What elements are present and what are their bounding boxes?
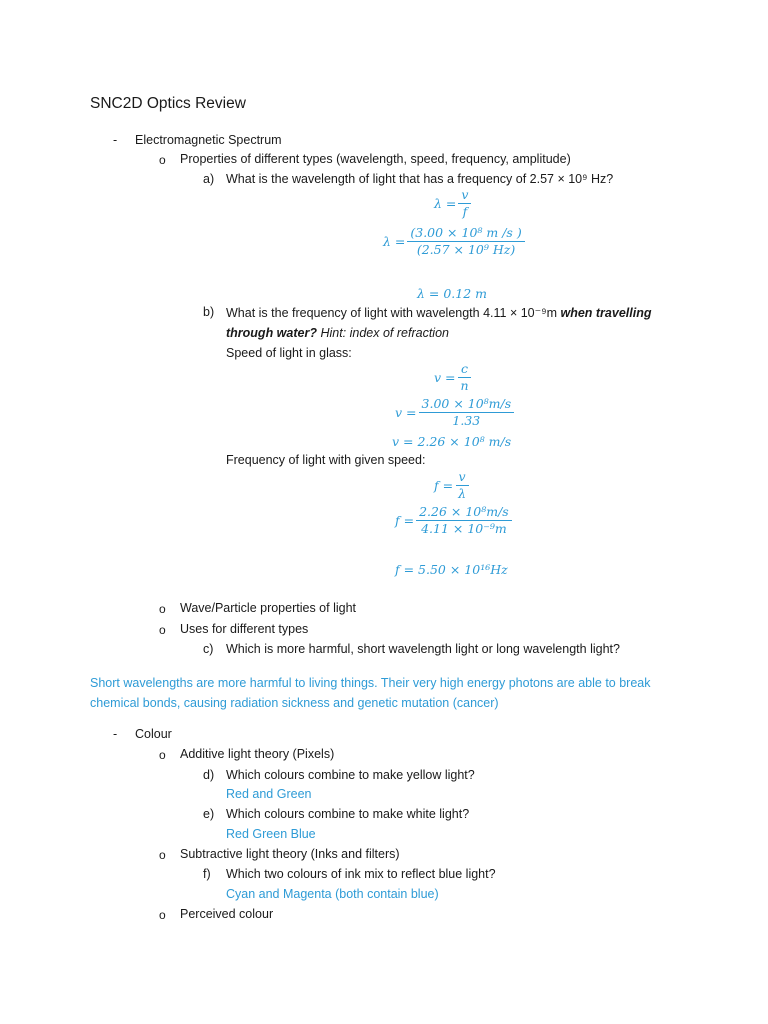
equation-b3: v = 2.26 × 10⁸ m/s [392, 434, 512, 449]
subtopic-additive: Additive light theory (Pixels) [180, 747, 335, 761]
subtopic-perceived: Perceived colour [180, 907, 274, 921]
subtopic-subtractive: Subtractive light theory (Inks and filters) [180, 847, 400, 861]
question-letter-b: b) [203, 305, 215, 319]
bullet-marker: o [159, 908, 166, 922]
question-letter-f: f) [203, 867, 211, 881]
answer-d: Red and Green [226, 787, 312, 801]
fraction-denominator: 1.33 [452, 413, 481, 428]
question-f-text: Which two colours of ink mix to reflect blue light? [226, 867, 496, 881]
fraction-denominator: (2.57 × 10⁹ Hz) [416, 242, 516, 257]
subtopic-uses: Uses for different types [180, 622, 309, 636]
fraction-numerator: (3.00 × 10⁸ m /s ) [407, 226, 524, 242]
fraction-numerator: 2.26 × 10⁸m/s [416, 505, 512, 521]
dash-marker: - [113, 133, 118, 147]
question-b-plain: What is the frequency of light with wavelength 4.11 × 10⁻⁹m [226, 306, 561, 320]
question-e-text: Which colours combine to make white light? [226, 807, 470, 821]
page-title: SNC2D Optics Review [90, 95, 246, 112]
fraction-denominator: n [460, 378, 469, 393]
equation-b1 [434, 362, 474, 393]
equation-lhs: f = [434, 478, 454, 493]
bullet-marker: o [159, 623, 166, 637]
fraction-numerator: c [458, 362, 471, 378]
question-letter-e: e) [203, 807, 215, 821]
fraction-numerator: 3.00 × 10⁸m/s [419, 397, 515, 413]
equation-lhs: v = [434, 370, 456, 385]
equation-b6: f = 5.50 × 10¹⁶Hz [395, 562, 508, 577]
question-letter-c: c) [203, 642, 214, 656]
dash-marker: - [113, 727, 118, 741]
fraction-denominator: λ [458, 486, 467, 501]
section-heading-em-spectrum: Electromagnetic Spectrum [135, 133, 282, 147]
question-letter-d: d) [203, 768, 215, 782]
answer-f: Cyan and Magenta (both contain blue) [226, 887, 439, 901]
question-b-text-line2 [226, 326, 449, 340]
bullet-marker: o [159, 153, 166, 167]
bullet-marker: o [159, 602, 166, 616]
fraction-numerator: v [456, 470, 469, 486]
question-letter-a: a) [203, 172, 215, 186]
equation-b4 [434, 470, 471, 501]
question-b-text [226, 305, 651, 320]
section-heading-colour: Colour [135, 727, 172, 741]
fraction-denominator: f [462, 204, 468, 219]
question-a-text: What is the wavelength of light that has a frequency of 2.57 × 10⁹ Hz? [226, 172, 614, 186]
fraction-numerator: v [458, 188, 471, 204]
question-b-bold-2: through water? [226, 326, 317, 340]
answer-e: Red Green Blue [226, 827, 316, 841]
equation-b2 [395, 397, 516, 428]
frequency-label: Frequency of light with given speed: [226, 453, 426, 467]
question-b-hint: Hint: index of refraction [316, 326, 449, 340]
question-b-bold: when travelling [560, 306, 652, 320]
question-d-text: Which colours combine to make yellow light? [226, 768, 475, 782]
bullet-marker: o [159, 848, 166, 862]
subtopic-wave-particle: Wave/Particle properties of light [180, 601, 357, 615]
subtopic-properties: Properties of different types (wavelength, speed, frequency, amplitude) [180, 152, 571, 166]
equation-a2 [383, 226, 527, 257]
equation-a1 [434, 188, 473, 219]
equation-lhs: v = [395, 405, 417, 420]
answer-c: Short wavelengths are more harmful to living things. Their very high energy photons are able to break chemical bonds, causing radiation sickness and genetic mutation (cancer) [90, 676, 651, 710]
equation-lhs: f = [395, 513, 415, 528]
equation-b5 [395, 505, 514, 536]
equation-lhs: λ = [383, 234, 406, 249]
equation-a3: λ = 0.12 m [417, 286, 488, 301]
fraction-denominator: 4.11 × 10⁻⁹m [421, 521, 507, 536]
equation-lhs: λ = [434, 196, 457, 211]
bullet-marker: o [159, 748, 166, 762]
speed-label: Speed of light in glass: [226, 346, 352, 360]
question-c-text: Which is more harmful, short wavelength light or long wavelength light? [226, 642, 620, 656]
